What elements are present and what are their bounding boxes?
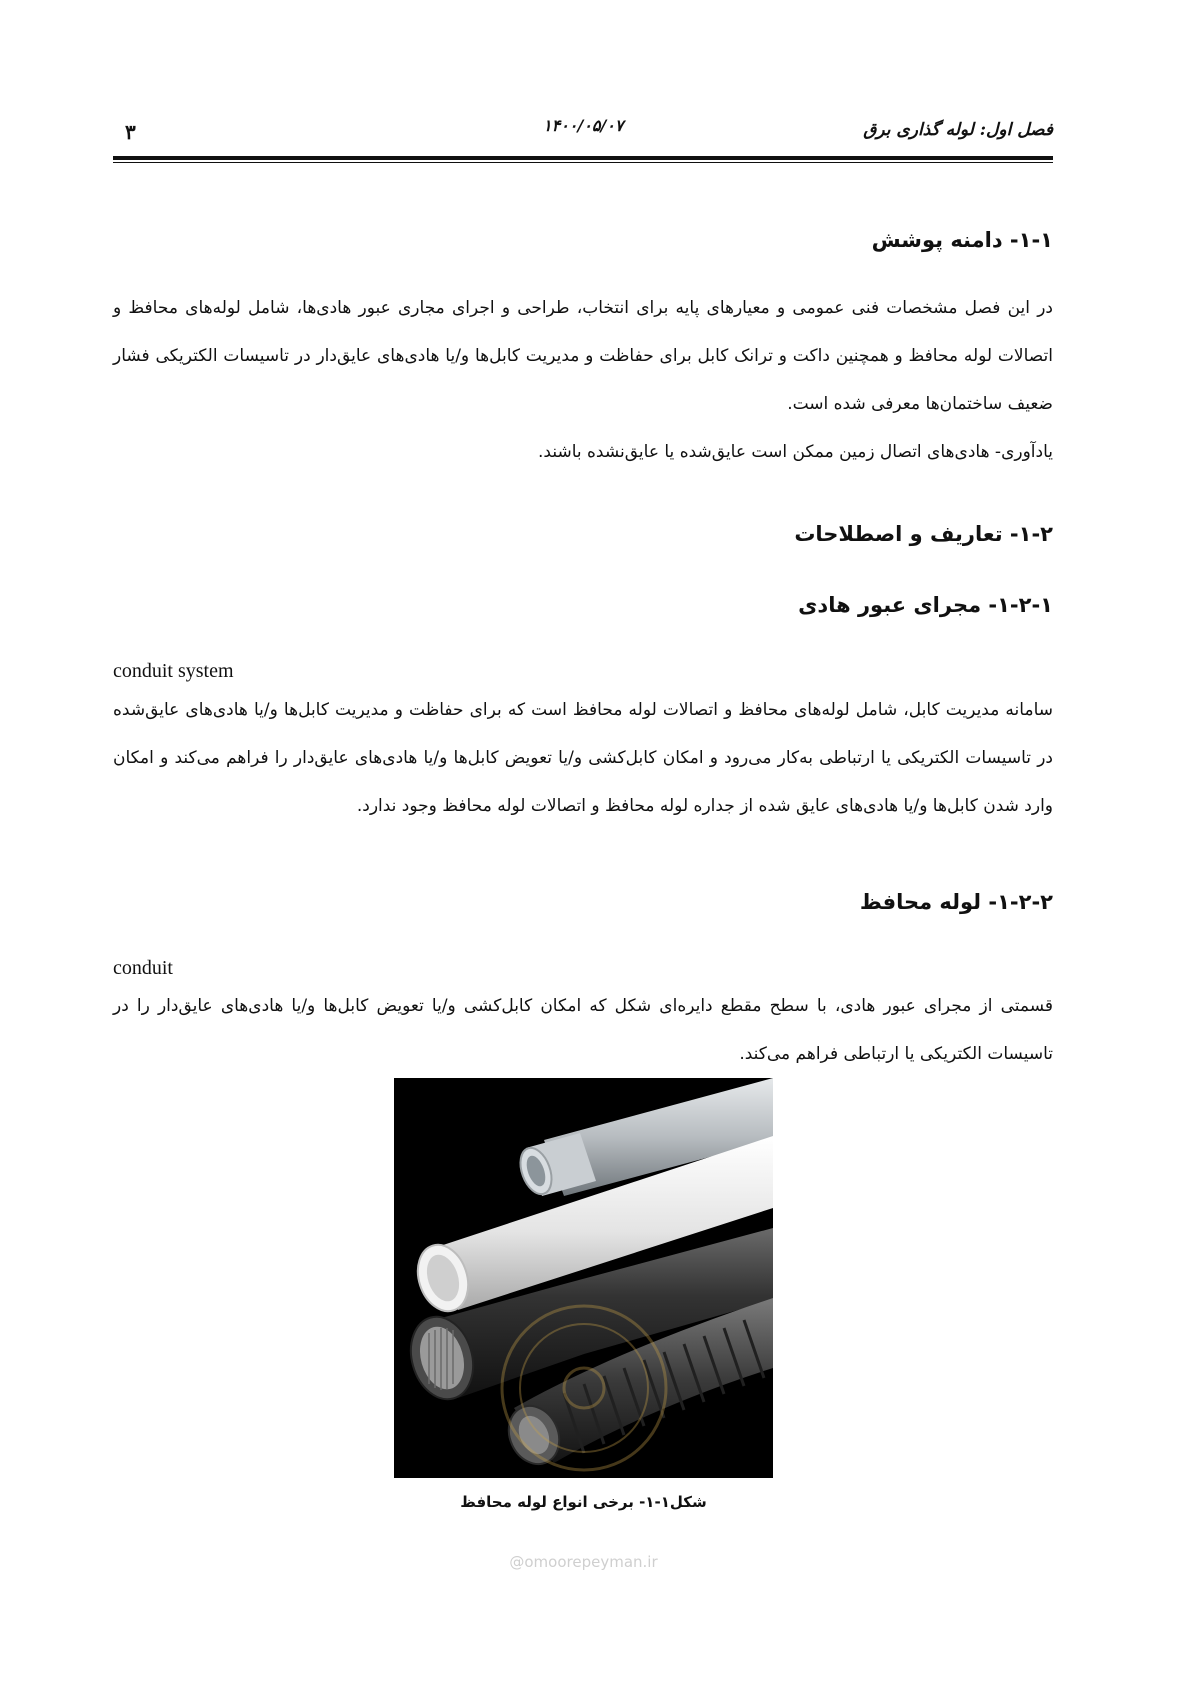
page-number: ۳ <box>125 120 136 144</box>
section-1-2-2-paragraph: قسمتی از مجرای عبور هادی، با سطح مقطع دایره‌ای شکل که امکان کابل‌کشی و/یا تعویض کابل‌ها و/یا هادی‌های عایق‌دار را در تاسیسات الکتریکی یا ارتباطی فراهم می‌کند. <box>113 996 1053 1064</box>
section-1-1-heading: ۱-۱- دامنه پوشش <box>871 228 1053 252</box>
watermark-url: @omoorepeyman.ir <box>509 1553 658 1571</box>
section-1-1-paragraph: در این فصل مشخصات فنی عمومی و معیارهای پایه برای انتخاب، طراحی و اجرای مجاری عبور هادی‌ها، شامل لوله‌های محافظ و اتصالات لوله محافظ و همچنین داکت و ترانک کابل برای حفاظت و مدیریت کابل‌ها و/یا هادی‌های عایق‌دار در تاسیسات الکتریکی فشار ضعیف ساختمان‌ها معرفی شده است. <box>113 298 1053 414</box>
header-rule-thick <box>113 156 1053 160</box>
section-1-2-heading: ۱-۲- تعاریف و اصطلاحات <box>794 522 1053 546</box>
section-1-2-1-heading: ۱-۲-۱- مجرای عبور هادی <box>798 593 1053 617</box>
figure-caption: شکل۱-۱- برخی انواع لوله محافظ <box>460 1493 707 1511</box>
page-header <box>113 112 1053 152</box>
conduit-types-image <box>394 1078 773 1478</box>
header-date: ۱۴۰۰/۰۵/۰۷ <box>543 116 624 135</box>
section-1-2-1-paragraph: سامانه مدیریت کابل، شامل لوله‌های محافظ و اتصالات لوله محافظ است که برای حفاظت و مدیریت کابل‌ها و/یا هادی‌های عایق‌شده در تاسیسات الکتریکی یا ارتباطی به‌کار می‌رود و امکان کابل‌کشی و/یا تعویض کابل‌ها و/یا هادی‌های عایق‌دار را فراهم می‌کند و امکان وارد شدن کابل‌ها و/یا هادی‌های عایق شده از جداره لوله محافظ و اتصالات لوله محافظ وجود ندارد. <box>113 700 1053 816</box>
term-conduit-system: conduit system <box>113 660 234 682</box>
section-1-1-note: یادآوری- هادی‌های اتصال زمین ممکن است عایق‌شده یا عایق‌نشده باشند. <box>538 442 1053 462</box>
chapter-title: فصل اول: لوله گذاری برق <box>863 120 1053 140</box>
header-rule-thin <box>113 162 1053 163</box>
term-conduit: conduit <box>113 957 173 979</box>
section-1-2-2-heading: ۱-۲-۲- لوله محافظ <box>859 890 1053 914</box>
